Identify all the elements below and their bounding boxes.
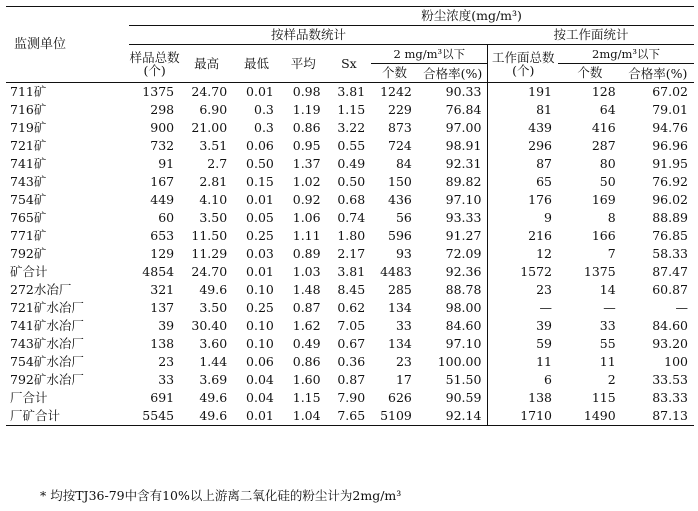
- row-label: 厂合计: [10, 390, 48, 405]
- table-cell: 5109: [380, 408, 412, 423]
- count-header: 个数: [371, 64, 418, 83]
- table-cell: 439: [488, 119, 558, 137]
- table-row: [6, 191, 694, 209]
- table-cell: 287: [591, 138, 616, 153]
- row-label: 711矿: [10, 84, 47, 99]
- table-cell: 72.09: [445, 246, 482, 261]
- table-row: [6, 317, 694, 335]
- table-cell: 3.69: [199, 372, 228, 387]
- table-row: [6, 209, 694, 227]
- table-cell: 93.20: [652, 336, 688, 351]
- table-cell: 30.40: [191, 318, 228, 333]
- table-cell: 128: [591, 84, 616, 99]
- row-label: 721矿: [10, 138, 47, 153]
- table-cell: 33: [395, 318, 412, 333]
- count-b-header: 个数: [558, 64, 622, 83]
- table-cell: 1.11: [292, 228, 321, 243]
- table-cell: 0.92: [292, 192, 321, 207]
- table-cell: 96.96: [652, 138, 688, 153]
- table-cell: 3.81: [337, 84, 366, 99]
- table-cell: 87: [488, 155, 558, 173]
- table-cell: 60.87: [652, 282, 688, 297]
- table-cell: 0.55: [337, 138, 366, 153]
- table-cell: 0.86: [292, 354, 321, 369]
- table-cell: 9: [488, 209, 558, 227]
- pass-rate-header: 合格率(%): [418, 64, 488, 83]
- table-cell: 33: [158, 372, 175, 387]
- table-row: [6, 173, 694, 191]
- table-cell: 1.02: [292, 174, 321, 189]
- row-label: 721矿水冶厂: [10, 300, 84, 315]
- table-cell: 84.60: [445, 318, 482, 333]
- worksite-total-header: 工作面总数(个): [488, 45, 558, 83]
- table-cell: 416: [591, 120, 616, 135]
- table-row: [6, 281, 694, 299]
- table-cell: 51.50: [445, 372, 482, 387]
- table-cell: 1572: [488, 263, 558, 281]
- table-cell: 90.33: [445, 84, 482, 99]
- table-cell: 8: [607, 210, 616, 225]
- table-cell: 64: [599, 102, 616, 117]
- table-cell: 24.70: [191, 264, 228, 279]
- table-cell: 2.17: [337, 246, 366, 261]
- table-cell: 7: [607, 246, 616, 261]
- table-cell: 1.15: [292, 390, 321, 405]
- table-cell: 0.10: [246, 318, 274, 333]
- row-label: 754矿水冶厂: [10, 354, 84, 369]
- table-cell: 1.60: [292, 372, 321, 387]
- table-cell: 96.02: [652, 192, 688, 207]
- row-label: 厂矿合计: [10, 408, 61, 423]
- table-cell: 3.81: [337, 264, 366, 279]
- table-cell: 0.36: [337, 354, 366, 369]
- table-cell: 1.62: [292, 318, 321, 333]
- table-row: [6, 353, 694, 371]
- table-cell: 0.68: [337, 192, 366, 207]
- table-cell: 6: [488, 371, 558, 389]
- table-row: [6, 263, 694, 281]
- table-row: [6, 371, 694, 389]
- table-cell: 166: [591, 228, 616, 243]
- table-cell: 0.01: [246, 84, 274, 99]
- row-label: 754矿: [10, 192, 47, 207]
- table-cell: 39: [488, 317, 558, 335]
- table-cell: 0.10: [246, 336, 274, 351]
- below2-header: 2 mg/m³以下: [371, 45, 488, 64]
- table-cell: 50: [599, 174, 616, 189]
- table-cell: 89.82: [445, 174, 482, 189]
- row-label: 矿合计: [10, 264, 48, 279]
- table-cell: 1.15: [337, 102, 366, 117]
- table-cell: 88.89: [652, 210, 688, 225]
- row-label: 741矿水冶厂: [10, 318, 84, 333]
- table-cell: 873: [388, 120, 412, 135]
- table-cell: 76.92: [652, 174, 688, 189]
- table-cell: 321: [150, 282, 175, 297]
- table-row: [6, 245, 694, 263]
- table-row: [6, 389, 694, 407]
- table-cell: 0.49: [337, 156, 366, 171]
- table-cell: 2: [607, 372, 616, 387]
- table-cell: 67.02: [652, 84, 688, 99]
- table-cell: 0.95: [292, 138, 321, 153]
- table-cell: 1.03: [292, 264, 321, 279]
- row-label: 765矿: [10, 210, 47, 225]
- table-cell: 3.50: [199, 300, 228, 315]
- table-row: [6, 155, 694, 173]
- row-label: 716矿: [10, 102, 47, 117]
- table-cell: 169: [591, 192, 616, 207]
- sx-header: Sx: [327, 45, 372, 83]
- table-cell: 449: [150, 192, 175, 207]
- table-cell: 24.70: [191, 84, 228, 99]
- table-row: [6, 101, 694, 119]
- table-row: [6, 83, 694, 102]
- table-cell: 138: [150, 336, 175, 351]
- pass-rate-b-header: 合格率(%): [622, 64, 694, 83]
- table-cell: 92.36: [445, 264, 482, 279]
- table-cell: 1.44: [199, 354, 228, 369]
- table-cell: 91: [158, 156, 175, 171]
- table-cell: 87.13: [652, 408, 688, 423]
- table-cell: 4.10: [199, 192, 228, 207]
- table-cell: 3.50: [199, 210, 228, 225]
- table-cell: 0.74: [337, 210, 366, 225]
- table-cell: 84.60: [652, 318, 688, 333]
- table-cell: 0.06: [246, 354, 274, 369]
- table-cell: 97.00: [445, 120, 482, 135]
- dust-concentration-table: [6, 6, 694, 426]
- table-cell: 11.50: [191, 228, 228, 243]
- table-cell: 129: [150, 246, 175, 261]
- table-cell: 87.47: [652, 264, 688, 279]
- table-cell: 98.00: [445, 300, 482, 315]
- table-cell: 1375: [142, 84, 175, 99]
- table-cell: 39: [158, 318, 175, 333]
- table-cell: 0.01: [246, 264, 274, 279]
- table-cell: 653: [150, 228, 175, 243]
- table-cell: 138: [488, 389, 558, 407]
- table-cell: 0.06: [246, 138, 274, 153]
- table-cell: 0.86: [292, 120, 321, 135]
- table-cell: 3.22: [337, 120, 366, 135]
- table-cell: 23: [488, 281, 558, 299]
- table-cell: 7.90: [337, 390, 366, 405]
- table-cell: 150: [388, 174, 412, 189]
- table-cell: 76.84: [445, 102, 482, 117]
- table-cell: 0.01: [246, 408, 274, 423]
- table-cell: 8.45: [337, 282, 366, 297]
- table-cell: 23: [158, 354, 175, 369]
- table-cell: 21.00: [191, 120, 228, 135]
- table-cell: 0.50: [246, 156, 274, 171]
- table-cell: 91.95: [652, 156, 688, 171]
- table-cell: 97.10: [445, 192, 482, 207]
- table-cell: 0.67: [337, 336, 366, 351]
- table-cell: 7.65: [337, 408, 366, 423]
- min-header: 最低: [233, 45, 280, 83]
- table-cell: 0.25: [246, 228, 274, 243]
- table-cell: 298: [150, 102, 175, 117]
- table-cell: 1375: [583, 264, 616, 279]
- table-cell: 49.6: [199, 282, 228, 297]
- table-cell: 5545: [142, 408, 175, 423]
- table-cell: 216: [488, 227, 558, 245]
- table-cell: 0.01: [246, 192, 274, 207]
- table-cell: 83.33: [652, 390, 688, 405]
- table-cell: 115: [591, 390, 616, 405]
- table-cell: 0.87: [337, 372, 366, 387]
- unit-header: 监测单位: [6, 7, 129, 83]
- table-cell: —: [488, 299, 558, 317]
- row-label: 743矿: [10, 174, 47, 189]
- table-row: [6, 407, 694, 426]
- table-cell: 58.33: [652, 246, 688, 261]
- table-cell: 4854: [142, 264, 175, 279]
- table-cell: 296: [488, 137, 558, 155]
- table-cell: 1.19: [292, 102, 321, 117]
- table-cell: 11: [599, 354, 616, 369]
- row-label: 741矿: [10, 156, 47, 171]
- max-header: 最高: [180, 45, 233, 83]
- by-worksites-header: 按工作面统计: [488, 26, 694, 45]
- table-cell: 0.49: [292, 336, 321, 351]
- table-cell: 176: [488, 191, 558, 209]
- table-cell: 691: [150, 390, 175, 405]
- table-cell: 49.6: [199, 408, 228, 423]
- table-cell: 724: [388, 138, 412, 153]
- table-cell: 79.01: [652, 102, 688, 117]
- table-cell: 100: [664, 354, 688, 369]
- table-cell: 2.81: [199, 174, 228, 189]
- table-cell: 900: [150, 120, 175, 135]
- table-cell: 0.04: [246, 390, 274, 405]
- table-cell: 56: [395, 210, 412, 225]
- table-cell: 0.98: [292, 84, 321, 99]
- row-label: 272水冶厂: [10, 282, 72, 297]
- table-cell: 0.62: [337, 300, 366, 315]
- table-cell: 12: [488, 245, 558, 263]
- table-cell: 0.89: [292, 246, 321, 261]
- table-cell: 49.6: [199, 390, 228, 405]
- table-cell: 90.59: [445, 390, 482, 405]
- table-cell: 0.87: [292, 300, 321, 315]
- table-cell: 17: [395, 372, 412, 387]
- by-samples-header: 按样品数统计: [129, 26, 488, 45]
- table-cell: 3.60: [199, 336, 228, 351]
- table-cell: 93: [395, 246, 412, 261]
- table-cell: 55: [599, 336, 616, 351]
- table-cell: 1490: [583, 408, 616, 423]
- table-cell: 0.50: [337, 174, 366, 189]
- table-cell: 0.03: [246, 246, 274, 261]
- table-cell: 11: [488, 353, 558, 371]
- table-cell: 0.15: [246, 174, 274, 189]
- table-cell: 84: [395, 156, 412, 171]
- table-cell: 134: [388, 336, 412, 351]
- table-cell: 167: [150, 174, 175, 189]
- table-cell: 97.10: [445, 336, 482, 351]
- row-label: 719矿: [10, 120, 47, 135]
- table-cell: 285: [388, 282, 412, 297]
- row-label: 771矿: [10, 228, 47, 243]
- table-cell: 92.14: [445, 408, 482, 423]
- table-row: [6, 119, 694, 137]
- table-cell: 3.51: [199, 138, 228, 153]
- table-cell: 0.3: [254, 102, 274, 117]
- table-cell: 626: [388, 390, 412, 405]
- table-cell: 0.04: [246, 372, 274, 387]
- row-label: 792矿水冶厂: [10, 372, 84, 387]
- table-cell: 436: [388, 192, 412, 207]
- table-cell: 2.7: [207, 156, 228, 171]
- table-cell: 0.25: [246, 300, 274, 315]
- table-cell: 14: [599, 282, 616, 297]
- row-label: 792矿: [10, 246, 47, 261]
- table-row: [6, 335, 694, 353]
- table-cell: 137: [150, 300, 175, 315]
- table-cell: 60: [158, 210, 175, 225]
- table-cell: 33.53: [652, 372, 688, 387]
- concentration-header: 粉尘浓度(mg/m³): [129, 7, 694, 26]
- table-cell: 1710: [488, 407, 558, 426]
- table-cell: 91.27: [445, 228, 482, 243]
- table-cell: 92.31: [445, 156, 482, 171]
- table-cell: 134: [388, 300, 412, 315]
- table-cell: 93.33: [445, 210, 482, 225]
- table-cell: 33: [599, 318, 616, 333]
- table-cell: 1.80: [337, 228, 366, 243]
- table-cell: 1.06: [292, 210, 321, 225]
- table-cell: 98.91: [445, 138, 482, 153]
- below2-b-header: 2mg/m³以下: [558, 45, 694, 64]
- table-cell: 0.05: [246, 210, 274, 225]
- sample-total-header: 样品总数(个): [129, 45, 180, 83]
- table-cell: 88.78: [445, 282, 482, 297]
- table-cell: 0.3: [254, 120, 274, 135]
- table-cell: 100.00: [437, 354, 482, 369]
- table-cell: 732: [150, 138, 175, 153]
- table-row: [6, 299, 694, 317]
- table-cell: 7.05: [337, 318, 366, 333]
- table-cell: 94.76: [652, 120, 688, 135]
- table-cell: 59: [488, 335, 558, 353]
- table-cell: 191: [488, 83, 558, 102]
- table-cell: 80: [599, 156, 616, 171]
- footnote: * 均按TJ36-79中含有10%以上游离二氧化硅的粉尘计为2mg/m³: [40, 488, 402, 503]
- table-cell: 6.90: [199, 102, 228, 117]
- table-cell: 1.48: [292, 282, 321, 297]
- table-cell: 1.37: [292, 156, 321, 171]
- table-cell: 65: [488, 173, 558, 191]
- table-cell: 596: [388, 228, 412, 243]
- table-cell: 229: [388, 102, 412, 117]
- table-cell: —: [675, 300, 688, 315]
- table-cell: —: [603, 300, 616, 315]
- table-row: [6, 137, 694, 155]
- row-label: 743矿水冶厂: [10, 336, 84, 351]
- table-row: [6, 227, 694, 245]
- table-cell: 1242: [380, 84, 412, 99]
- table-cell: 4483: [380, 264, 412, 279]
- table-cell: 1.04: [292, 408, 321, 423]
- table-body: [6, 83, 694, 426]
- table-cell: 81: [488, 101, 558, 119]
- table-cell: 23: [395, 354, 412, 369]
- avg-header: 平均: [280, 45, 327, 83]
- table-cell: 11.29: [191, 246, 228, 261]
- table-cell: 76.85: [652, 228, 688, 243]
- table-cell: 0.10: [246, 282, 274, 297]
